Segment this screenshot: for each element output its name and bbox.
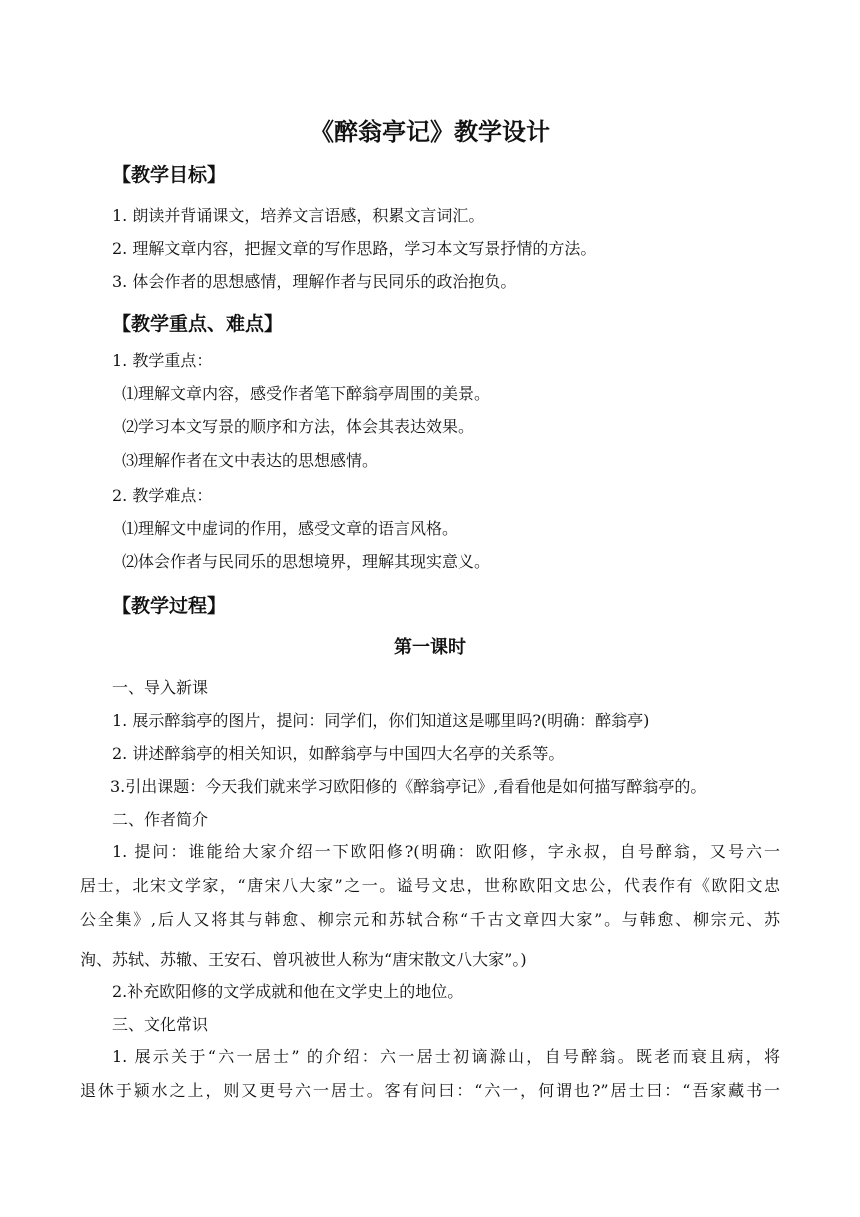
goals-heading: 【教学目标】 [112, 164, 227, 186]
part3-label: 三、文化常识 [112, 1015, 209, 1034]
key-label: 1. 教学重点： [112, 351, 213, 370]
difficult-item-2: ⑵体会作者与民同乐的思想境界，理解其现实意义。 [122, 552, 491, 571]
process-heading: 【教学过程】 [112, 595, 227, 617]
part2-paragraph-1 [80, 835, 780, 977]
goal-item-1: 1. 朗读并背诵课文，培养文言语感，积累文言词汇。 [112, 206, 485, 225]
part2-label: 二、作者简介 [112, 810, 209, 829]
lesson-title: 第一课时 [394, 637, 466, 658]
part3-paragraph-1 [80, 1040, 780, 1108]
part2-p1-line-3: 公全集》,后人又将其与韩愈、柳宗元和苏轼合称“千古文章四大家”。与韩愈、柳宗元、苏 [80, 910, 780, 929]
difficult-label: 2. 教学难点： [112, 486, 213, 505]
key-item-3: ⑶理解作者在文中表达的思想感情。 [122, 451, 379, 470]
difficult-item-1: ⑴理解文中虚词的作用，感受文章的语言风格。 [122, 519, 459, 538]
part3-p1-line-2: 退休于颍水之上，则又更号六一居士。客有问曰：“六一，何谓也?”居士曰：“吾家藏书一 [80, 1081, 780, 1100]
part3-p1-line-1: 1. 展示关于“六一居士” 的介绍：六一居士初谪滁山，自号醉翁。既老而衰且病，将 [112, 1047, 780, 1066]
part2-item-2: 2.补充欧阳修的文学成就和他在文学史上的地位。 [112, 982, 464, 1001]
key-item-2: ⑵学习本文写景的顺序和方法，体会其表达效果。 [122, 417, 475, 436]
part2-p1-line-4: 洵、苏轼、苏辙、王安石、曾巩被世人称为“唐宋散文八大家”。) [80, 950, 527, 969]
part2-p1-line-1: 1. 提问：谁能给大家介绍一下欧阳修?(明确：欧阳修，字永叔，自号醉翁，又号六一 [112, 842, 780, 861]
part1-label: 一、导入新课 [112, 678, 209, 697]
key-item-1: ⑴理解文章内容，感受作者笔下醉翁亭周围的美景。 [122, 384, 491, 403]
part1-item-2: 2. 讲述醉翁亭的相关知识，如醉翁亭与中国四大名亭的关系等。 [112, 744, 565, 763]
part1-item-1: 1. 展示醉翁亭的图片，提问：同学们，你们知道这是哪里吗?(明确：醉翁亭) [112, 711, 650, 730]
goal-item-3: 3. 体会作者的思想感情，理解作者与民同乐的政治抱负。 [112, 272, 517, 291]
part2-p1-line-2: 居士，北宋文学家，“唐宋八大家”之一。谥号文忠，世称欧阳文忠公，代表作有《欧阳文忠 [80, 876, 780, 895]
key-points-heading: 【教学重点、难点】 [112, 313, 284, 335]
page-title: 《醉翁亭记》教学设计 [310, 118, 550, 146]
goal-item-2: 2. 理解文章内容，把握文章的写作思路，学习本文写景抒情的方法。 [112, 239, 597, 258]
part1-item-3: 3.引出课题：今天我们就来学习欧阳修的《醉翁亭记》,看看他是如何描写醉翁亭的。 [110, 777, 707, 796]
